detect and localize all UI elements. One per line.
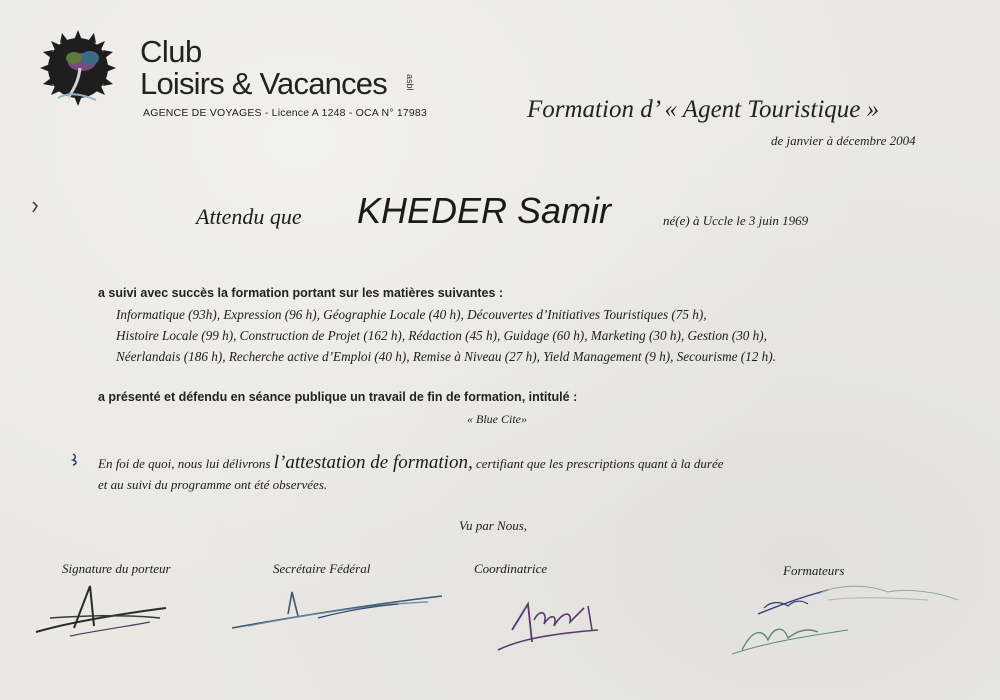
subjects-line: Informatique (93h), Expression (96 h), Géographie Locale (40 h), Découvertes d’Initiatives Touristiques (75 h), [116, 307, 707, 322]
signature-label-secretaire: Secrétaire Fédéral [273, 561, 371, 576]
formation-dates: de janvier à décembre 2004 [771, 133, 916, 148]
signature-porteur-scribble [30, 578, 180, 644]
brand-name-line1: Club [140, 34, 202, 69]
margin-ink-mark [71, 452, 81, 466]
conclusion-line2: et au suivi du programme ont été observées. [98, 477, 328, 492]
thesis-title: « Blue Cite» [467, 412, 527, 426]
subjects-list [116, 304, 916, 367]
thesis-intro: a présenté et défendu en séance publique un travail de fin de formation, intitulé : [98, 390, 578, 404]
signature-label-coordinatrice: Coordinatrice [474, 561, 548, 576]
recipient-prefix: Attendu que [196, 204, 302, 229]
formation-title: Formation d’ « Agent Touristique » [527, 96, 880, 123]
training-intro: a suivi avec succès la formation portant sur les matières suivantes : [98, 286, 504, 300]
conclusion-emphasis: l’attestation de formation, [273, 452, 473, 473]
brand-name-line2: Loisirs & Vacances [140, 66, 387, 101]
subjects-line: Néerlandais (186 h), Recherche active d’Emploi (40 h), Remise à Niveau (27 h), Yield Management (9 h), Secourisme (12 h). [116, 349, 776, 364]
margin-ink-mark [31, 200, 39, 214]
signature-label-formateurs: Formateurs [783, 563, 845, 578]
seen-by: Vu par Nous, [459, 518, 528, 533]
sun-tree-logo-icon [38, 28, 128, 110]
subjects-line: Histoire Locale (99 h), Construction de Projet (162 h), Rédaction (45 h), Guidage (60 h), Marketing (30 h), Gestion (30 h), [116, 328, 767, 343]
conclusion-pre: En foi de quoi, nous lui délivrons [98, 456, 271, 471]
conclusion-paragraph [98, 452, 858, 495]
brand-legal-form: asbl [405, 74, 415, 91]
signature-formateurs-scribbles [728, 570, 978, 670]
signature-coordinatrice-scribble [488, 590, 618, 660]
brand-subtitle: AGENCE DE VOYAGES - Licence A 1248 - OCA N° 17983 [143, 107, 428, 119]
signature-label-porteur: Signature du porteur [62, 561, 171, 576]
recipient-name: KHEDER Samir [357, 190, 612, 231]
signature-secretaire-scribble [228, 588, 448, 636]
conclusion-post: certifiant que les prescriptions quant à la durée [475, 456, 724, 471]
recipient-birth: né(e) à Uccle le 3 juin 1969 [663, 213, 809, 228]
